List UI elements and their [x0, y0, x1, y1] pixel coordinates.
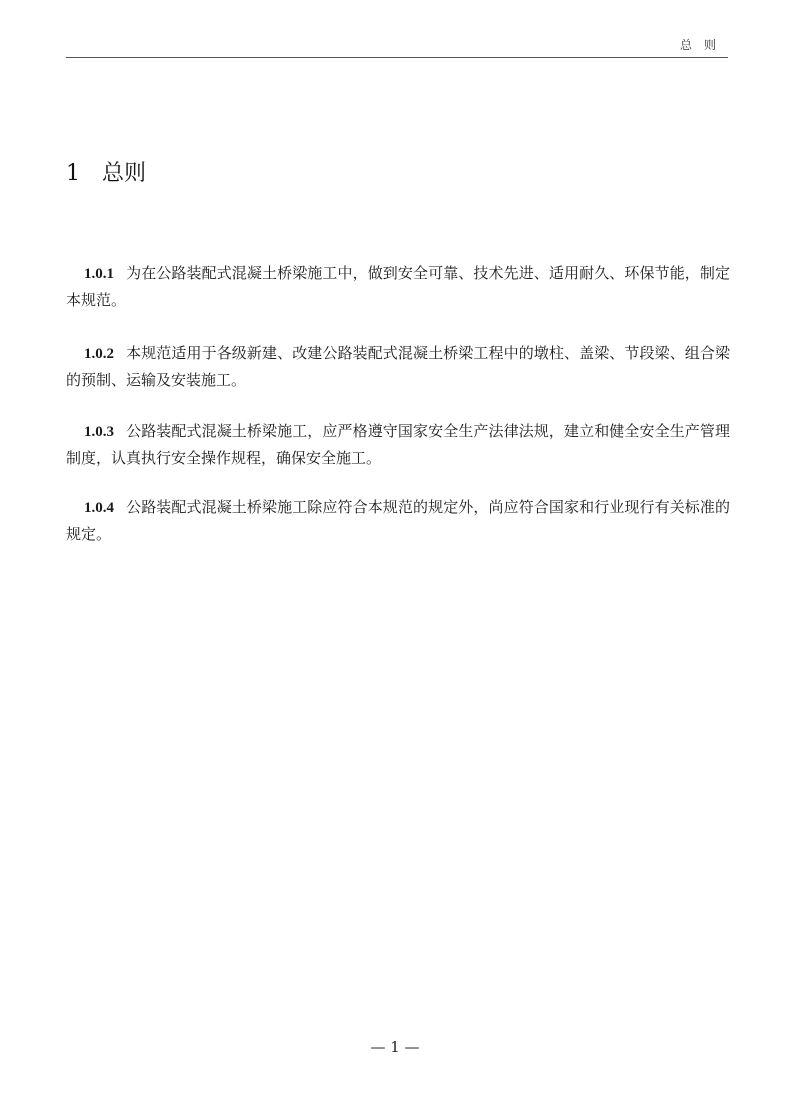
running-header: 总则 [679, 38, 728, 52]
clause-1-0-1 [66, 260, 730, 313]
clause-text: 本规范适用于各级新建、改建公路装配式混凝土桥梁工程中的墩柱、盖梁、节段梁、组合梁的预制、运输及安装施工。 [66, 344, 730, 389]
clause-number: 1.0.2 [84, 346, 114, 362]
clause-1-0-4 [66, 494, 730, 547]
clause-1-0-3 [66, 418, 730, 471]
chapter-title [66, 156, 146, 187]
header-divider [66, 57, 728, 58]
clause-number: 1.0.1 [84, 266, 114, 282]
clause-text: 公路装配式混凝土桥梁施工除应符合本规范的规定外，尚应符合国家和行业现行有关标准的规定。 [66, 498, 730, 543]
clause-text: 公路装配式混凝土桥梁施工，应严格遵守国家安全生产法律法规，建立和健全安全生产管理制度，认真执行安全操作规程，确保安全施工。 [66, 422, 730, 467]
chapter-number: 1 [66, 161, 80, 186]
clause-text: 为在公路装配式混凝土桥梁施工中，做到安全可靠、技术先进、适用耐久、环保节能，制定本规范。 [66, 264, 730, 309]
clause-number: 1.0.3 [84, 424, 114, 440]
chapter-title-text: 总则 [102, 161, 147, 186]
clause-number: 1.0.4 [84, 500, 114, 516]
page-number: — 1 — [370, 1038, 420, 1056]
clause-1-0-2 [66, 340, 730, 393]
